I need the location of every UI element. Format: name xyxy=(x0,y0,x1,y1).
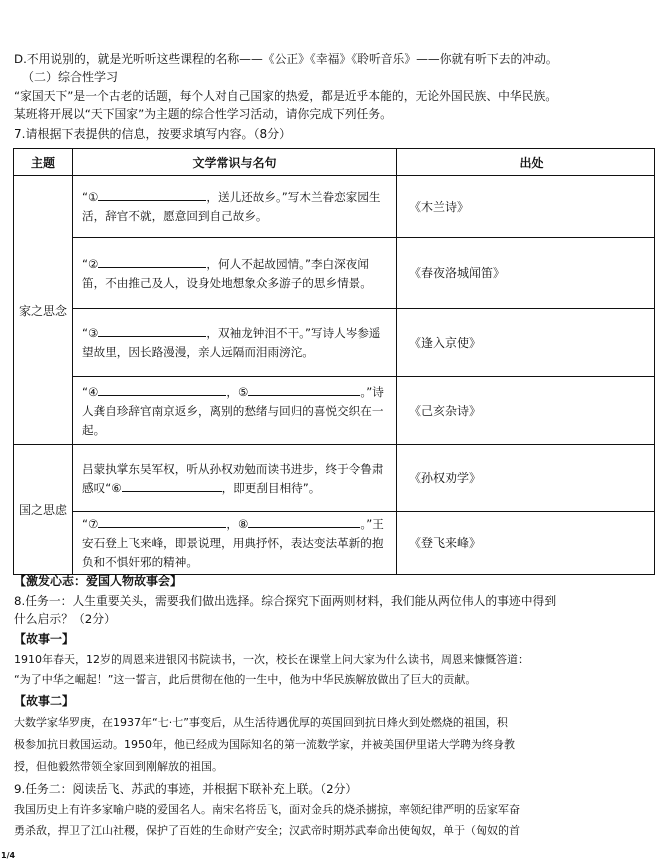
task-heading: 【激发心志：爱国人物故事会】 xyxy=(14,574,183,588)
story-2-line-2: 极参加抗日救国运动。1950年，他已经成为国际知名的第一流数学家，并被美国伊里诺大学聘为终身教 xyxy=(14,738,515,751)
question-7: 7.请根据下表提供的信息，按要求填写内容。（8分） xyxy=(14,127,292,141)
blank-1[interactable] xyxy=(98,189,206,201)
blank-3[interactable] xyxy=(98,325,206,337)
story-1-line-2: “为了中华之崛起！”这一誓言，此后贯彻在他的一生中，他为中华民族解放做出了巨大的贡献。 xyxy=(14,673,477,686)
blank-5[interactable] xyxy=(248,384,360,396)
blank-4[interactable] xyxy=(98,384,226,396)
question-9-line-1: 我国历史上有许多家喻户晓的爱国名人。南宋名将岳飞，面对金兵的烧杀掳掠，率领纪律严明的岳家军奋 xyxy=(14,803,520,816)
story-2-line-1: 大数学家华罗庚，在1937年“七·七”事变后，从生活待遇优厚的英国回到抗日烽火到处燃烧的祖国，积 xyxy=(14,716,508,729)
story-1-title: 【故事一】 xyxy=(14,632,75,646)
story-1-line-1: 1910年春天，12岁的周恩来进银冈书院读书，一次，校长在课堂上问大家为什么读书，周恩来慷慨答道： xyxy=(14,653,529,666)
blank-6[interactable] xyxy=(122,480,222,492)
header-quote: 文学常识与名句 xyxy=(73,149,397,176)
blank-2[interactable] xyxy=(98,256,206,268)
option-d-line: D.不用说别的，就是光听听这些课程的名称——《公正》《幸福》《聆听音乐》——你就有听下去的冲动。 xyxy=(14,52,558,66)
row-4-quote: “④ ，⑤ 。”诗人龚自珍辞官南京返乡，离别的愁绪与回归的喜悦交织在一起。 xyxy=(82,384,384,437)
row-6-source: 《登飞来峰》 xyxy=(409,536,482,550)
question-9-line-2: 勇杀敌，捍卫了江山社稷，保护了百姓的生命财产安全；汉武帝时期苏武奉命出使匈奴，单于（匈奴的首 xyxy=(14,824,520,837)
story-2-line-3: 授，但他毅然带领全家回到刚解放的祖国。 xyxy=(14,760,223,773)
intro-line-2: 某班将开展以“天下国家”为主题的综合性学习活动，请你完成下列任务。 xyxy=(14,107,392,121)
blank-7[interactable] xyxy=(98,516,226,528)
theme-home: 家之思念 xyxy=(14,176,73,445)
page-number: 1/4 xyxy=(1,851,16,860)
section-heading: （二）综合性学习 xyxy=(22,70,119,84)
question-9: 9.任务二：阅读岳飞、苏武的事迹，并根据下联补充上联。（2分） xyxy=(14,782,358,796)
row-5-quote: 吕蒙执掌东吴军权，听从孙权劝勉而读书进步，终于令鲁肃感叹“⑥ ，即更刮目相待”。 xyxy=(82,461,384,495)
header-theme: 主题 xyxy=(14,149,73,176)
story-2-title: 【故事二】 xyxy=(14,694,75,708)
row-1-source: 《木兰诗》 xyxy=(409,199,470,214)
row-3-quote: “③ ，双袖龙钟泪不干。”写诗人岑参遥望故里，因长路漫漫，亲人远隔而泪雨滂沱。 xyxy=(82,326,381,359)
row-2-source: 《春夜洛城闻笛》 xyxy=(409,266,506,280)
row-1-quote: “① ，送儿还故乡。”写木兰眷恋家园生活，辞官不就，愿意回到自己故乡。 xyxy=(82,190,381,223)
theme-nation: 国之思虑 xyxy=(14,445,73,575)
row-2-quote: “② ，何人不起故园情。”李白深夜闻笛，不由推己及人，设身处地想象众多游子的思乡情景。 xyxy=(82,256,372,290)
row-3-source: 《逢入京使》 xyxy=(409,335,482,350)
literature-table xyxy=(13,148,655,575)
row-5-source: 《孙权劝学》 xyxy=(409,471,482,485)
row-6-quote: “⑦ ，⑧ 。”王安石登上飞来峰，即景说理，用典抒怀，表达变法革新的抱负和不惧奸邪的精神。 xyxy=(82,517,384,569)
question-8: 8.任务一：人生重要关头，需要我们做出选择。综合探究下面两则材料，我们能从两位伟人的事迹中得到 xyxy=(14,594,557,608)
header-source: 出处 xyxy=(397,149,655,176)
intro-line-1: “家国天下”是一个古老的话题，每个人对自己国家的热爱，都是近乎本能的，无论外国民族、中华民族。 xyxy=(14,89,558,103)
question-8-cont: 什么启示？（2分） xyxy=(14,612,116,626)
row-4-source: 《己亥杂诗》 xyxy=(409,403,482,418)
blank-8[interactable] xyxy=(248,516,360,528)
